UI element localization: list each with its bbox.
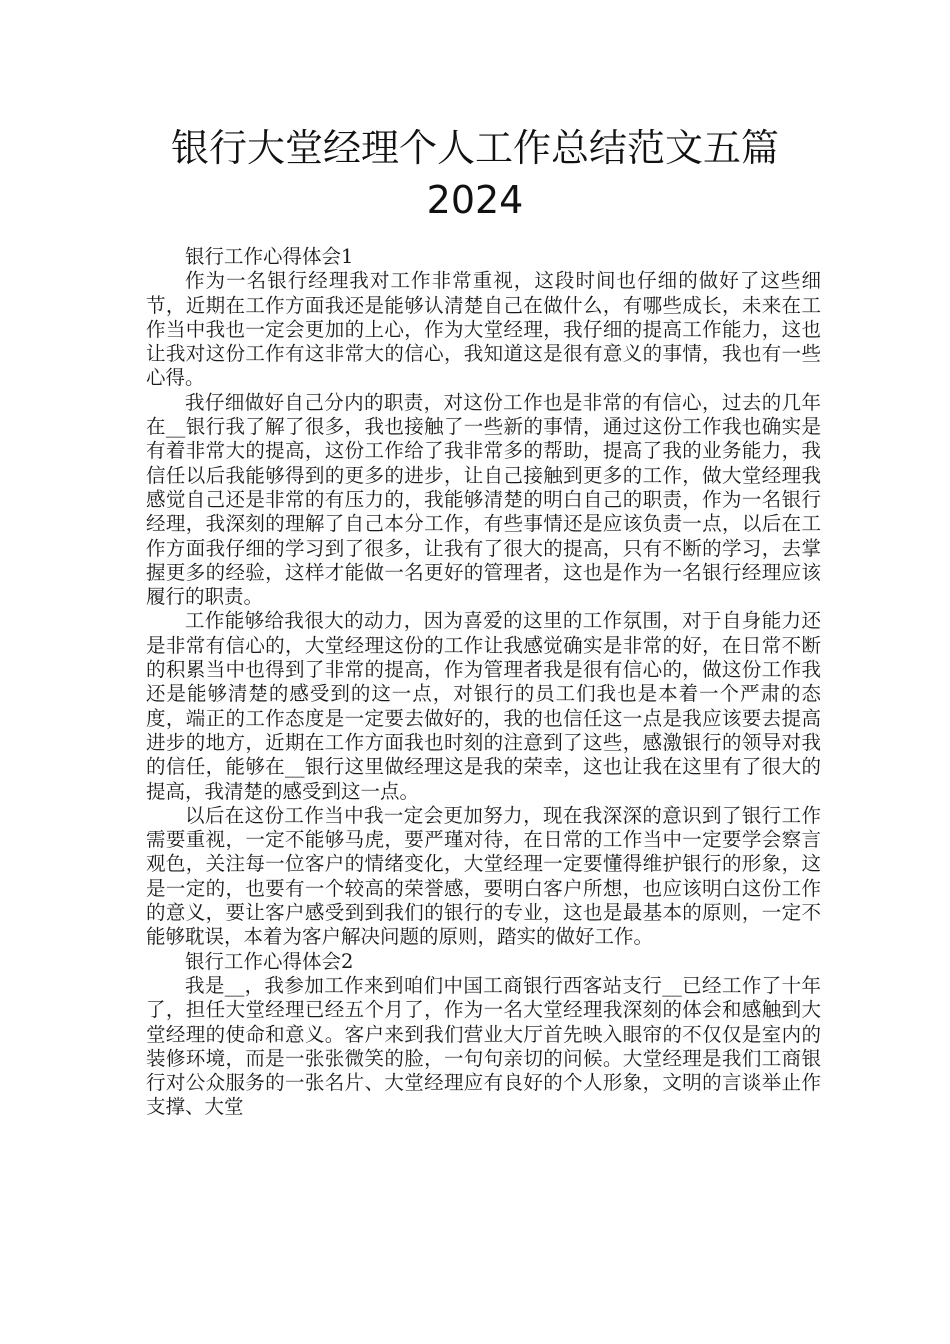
section-heading-1: 银行工作心得体会1 (185, 245, 354, 268)
section-heading-2: 银行工作心得体会2 (185, 949, 354, 973)
paragraph: 我是__，我参加工作来到咱们中国工商银行西客站支行__已经工作了十年了，担任大堂经理已经五个月了，作为一名大堂经理我深刻的体会和感触到大堂经理的使命和意义。客户来到我们营业大厅首先映入眼帘的不仅仅是室内的装修环境，而是一张张微笑的脸，一句句亲切的问候。大堂经理是我们工商银行对公众服务的一张名片、大堂经理应有良好的个人形象，文明的言谈举止作支撑、大堂 (146, 973, 821, 1119)
document-body (146, 245, 821, 1120)
title-line-1: 银行大堂经理个人工作总结范文五篇 (170, 126, 779, 170)
paragraph: 作为一名银行经理我对工作非常重视，这段时间也仔细的做好了这些细节，近期在工作方面我还是能够认清楚自己在做什么，有哪些成长，未来在工作当中我也一定会更加的上心，作为大堂经理，我仔细的提高工作能力，这也让我对这份工作有这非常大的信心，我知道这是很有意义的事情，我也有一些心得。 (146, 269, 821, 390)
document-title (60, 122, 890, 226)
paragraph: 我仔细做好自己分内的职责，对这份工作也是非常的有信心，过去的几年在__银行我了解了很多，我也接触了一些新的事情，通过这份工作我也确实是有着非常大的提高，这份工作给了我非常多的帮助，提高了我的业务能力，我信任以后我能够得到的更多的进步，让自己接触到更多的工作，做大堂经理我感觉自己还是非常的有压力的，我能够清楚的明白自己的职责，作为一名银行经理，我深刻的理解了自己本分工作，有些事情还是应该负责一点，以后在工作方面我仔细的学习到了很多，让我有了很大的提高，只有不断的学习，去掌握更多的经验，这样才能做一名更好的管理者，这也是作为一名银行经理应该履行的职责。 (146, 390, 821, 609)
title-line-2: 2024 (426, 178, 524, 222)
paragraph: 工作能够给我很大的动力，因为喜爱的这里的工作氛围，对于自身能力还是非常有信心的，大堂经理这份的工作让我感觉确实是非常的好，在日常不断的积累当中也得到了非常的提高，作为管理者我是很有信心的，做这份工作我还是能够清楚的感受到的这一点，对银行的员工们我也是本着一个严肃的态度，端正的工作态度是一定要去做好的，我的也信任这一点是我应该要去提高进步的地方，近期在工作方面我也时刻的注意到了这些，感激银行的领导对我的信任，能够在__银行这里做经理这是我的荣幸，这也让我在这里有了很大的提高，我清楚的感受到这一点。 (146, 609, 821, 803)
paragraph: 以后在这份工作当中我一定会更加努力，现在我深深的意识到了银行工作需要重视，一定不能够马虎，要严瑾对待，在日常的工作当中一定要学会察言观色，关注每一位客户的情绪变化，大堂经理一定要懂得维护银行的形象，这是一定的，也要有一个较高的荣誉感，要明白客户所想，也应该明白这份工作的意义，要让客户感受到到我们的银行的专业，这也是最基本的原则，一定不能够耽误，本着为客户解决问题的原则，踏实的做好工作。 (146, 803, 821, 949)
